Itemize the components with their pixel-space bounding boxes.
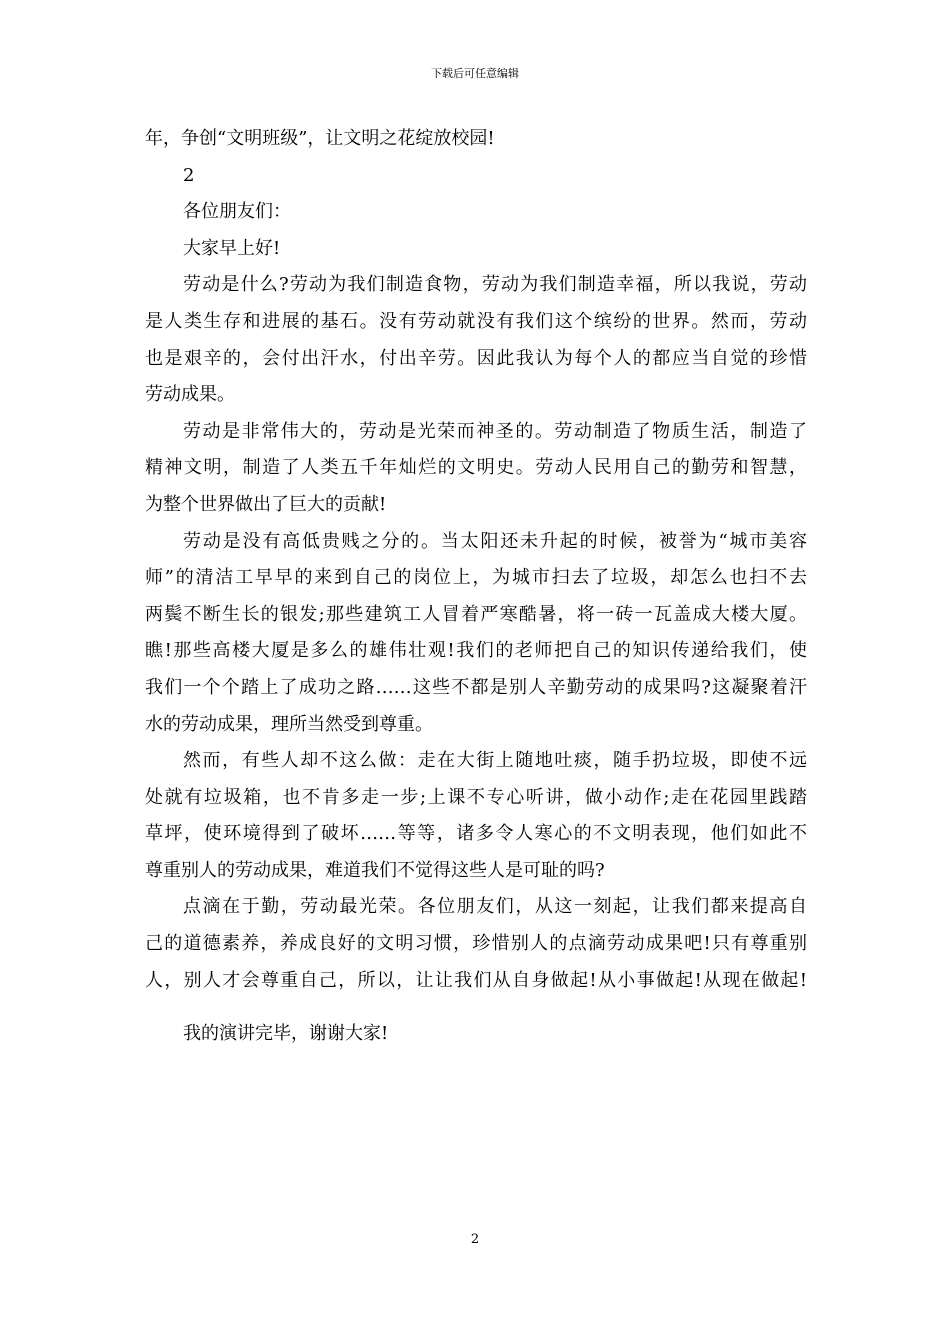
greeting: 大家早上好! [183, 237, 281, 259]
paragraph-line: 劳动是没有高低贵贱之分的。当太阳还未升起的时候，被誉为“城市美容 [183, 530, 807, 552]
section-number: 2 [183, 164, 195, 186]
page-header: 下载后可任意编辑 [431, 67, 519, 80]
paragraph-line: 我们一个个踏上了成功之路……这些不都是别人辛勤劳动的成果吗?这凝聚着汗 [145, 676, 807, 698]
paragraph-line: 为整个世界做出了巨大的贡献! [145, 493, 387, 515]
closing-line: 我的演讲完毕，谢谢大家! [183, 1023, 389, 1045]
paragraph-line: 劳动是非常伟大的，劳动是光荣而神圣的。劳动制造了物质生活，制造了 [183, 420, 807, 442]
paragraph-line: 尊重别人的劳动成果，难道我们不觉得这些人是可耻的吗? [145, 859, 605, 881]
paragraph-line: 水的劳动成果，理所当然受到尊重。 [145, 713, 433, 735]
paragraph-line: 处就有垃圾箱，也不肯多走一步;上课不专心听讲，做小动作;走在花园里践踏 [145, 786, 807, 808]
paragraph-line: 点滴在于勤，劳动最光荣。各位朋友们，从这一刻起，让我们都来提高自 [183, 896, 807, 918]
paragraph-gap [145, 999, 807, 1016]
paragraph-line: 人，别人才会尊重自己，所以，让让我们从自身做起!从小事做起!从现在做起! [145, 969, 807, 991]
paragraph-line: 师”的清洁工早早的来到自己的岗位上，为城市扫去了垃圾，却怎么也扫不去 [145, 567, 807, 589]
paragraph-line: 也是艰辛的，会付出汗水，付出辛劳。因此我认为每个人的都应当自觉的珍惜 [145, 347, 807, 369]
paragraph-line: 劳动是什么?劳动为我们制造食物，劳动为我们制造幸福，所以我说，劳动 [183, 274, 807, 296]
document-body [145, 121, 807, 1053]
paragraph-line: 己的道德素养，养成良好的文明习惯，珍惜别人的点滴劳动成果吧!只有尊重别 [145, 933, 807, 955]
paragraph-line: 精神文明，制造了人类五千年灿烂的文明史。劳动人民用自己的勤劳和智慧， [145, 457, 807, 479]
paragraph-line: 两鬓不断生长的银发;那些建筑工人冒着严寒酷暑，将一砖一瓦盖成大楼大厦。 [145, 603, 807, 625]
paragraph-line: 劳动成果。 [145, 384, 235, 406]
text-line: 年，争创“文明班级”，让文明之花绽放校园! [145, 128, 495, 149]
page-number: 2 [470, 1232, 480, 1247]
paragraph-line: 草坪，使环境得到了破坏……等等，诸多令人寒心的不文明表现，他们如此不 [145, 823, 807, 845]
paragraph-line: 是人类生存和进展的基石。没有劳动就没有我们这个缤纷的世界。然而，劳动 [145, 310, 807, 332]
paragraph-line: 瞧!那些高楼大厦是多么的雄伟壮观!我们的老师把自己的知识传递给我们，使 [145, 640, 807, 662]
paragraph-line: 然而，有些人却不这么做：走在大街上随地吐痰，随手扔垃圾，即使不远 [183, 750, 807, 772]
salutation: 各位朋友们： [183, 201, 291, 223]
